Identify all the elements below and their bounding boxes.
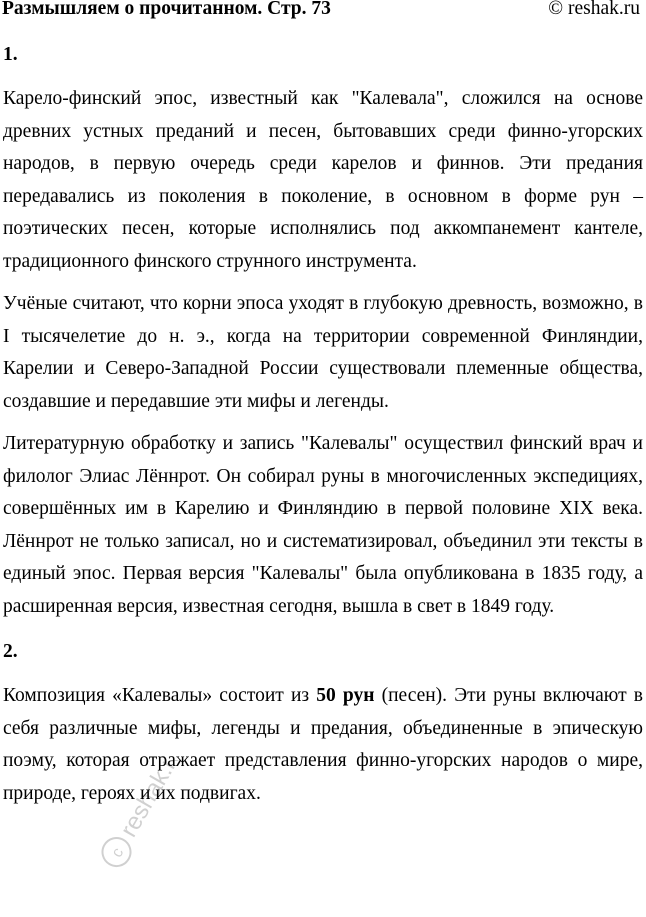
rune-count: 50 рун (316, 685, 375, 706)
document-body (3, 40, 643, 820)
site-credit: © reshak.ru (548, 0, 640, 19)
paragraph-text: (песен). Эти руны включают в себя различные мифы, легенды и предания, объединенные в эпическую поэму, которая отражает представления финно-угорских народов о мире, природе, героях и их подвигах. (3, 685, 643, 804)
section-number-2: 2. (3, 641, 18, 662)
page-header (0, 0, 646, 22)
paragraph: Литературную обработку и запись "Калевалы" осуществил финский врач и филолог Элиас Лённрот. Он собирал руны в многочисленных экспедициях, совершённых им в Карелию и Финляндию в первой половине XIX века. Лённрот не только записал, но и систематизировал, объединил эти тексты в единый эпос. Первая версия "Калевалы" была опубликована в 1835 году, а расширенная версия, известная сегодня, вышла в свет в 1849 году. (3, 433, 643, 617)
page-title: Размышляем о прочитанном. Стр. 73 (2, 0, 331, 19)
paragraph-composition (3, 680, 643, 810)
svg-text:c: c (108, 845, 128, 861)
paragraph-text: Композиция «Калевалы» состоит из (3, 685, 317, 706)
watermark-text: reshak.ru (115, 760, 189, 842)
paragraph: Карело-финский эпос, известный как "Калевала", сложился на основе древних устных преданий и песен, бытовавших среди финно-угорских народов, в первую очередь среди карелов и финнов. Эти предания передавались из поколения в поколение, в основном в форме рун – поэтических песен, которые исполнялись под аккомпанемент кантеле, традиционного финского струнного инструмента. (3, 88, 643, 272)
section-number-1: 1. (3, 44, 18, 65)
paragraph: Учёные считают, что корни эпоса уходят в глубокую древность, возможно, в I тысячелетие до н. э., когда на территории современной Финляндии, Карелии и Северо-Западной России существовали племенные общества, создавшие и передавшие эти мифы и легенды. (3, 293, 643, 412)
